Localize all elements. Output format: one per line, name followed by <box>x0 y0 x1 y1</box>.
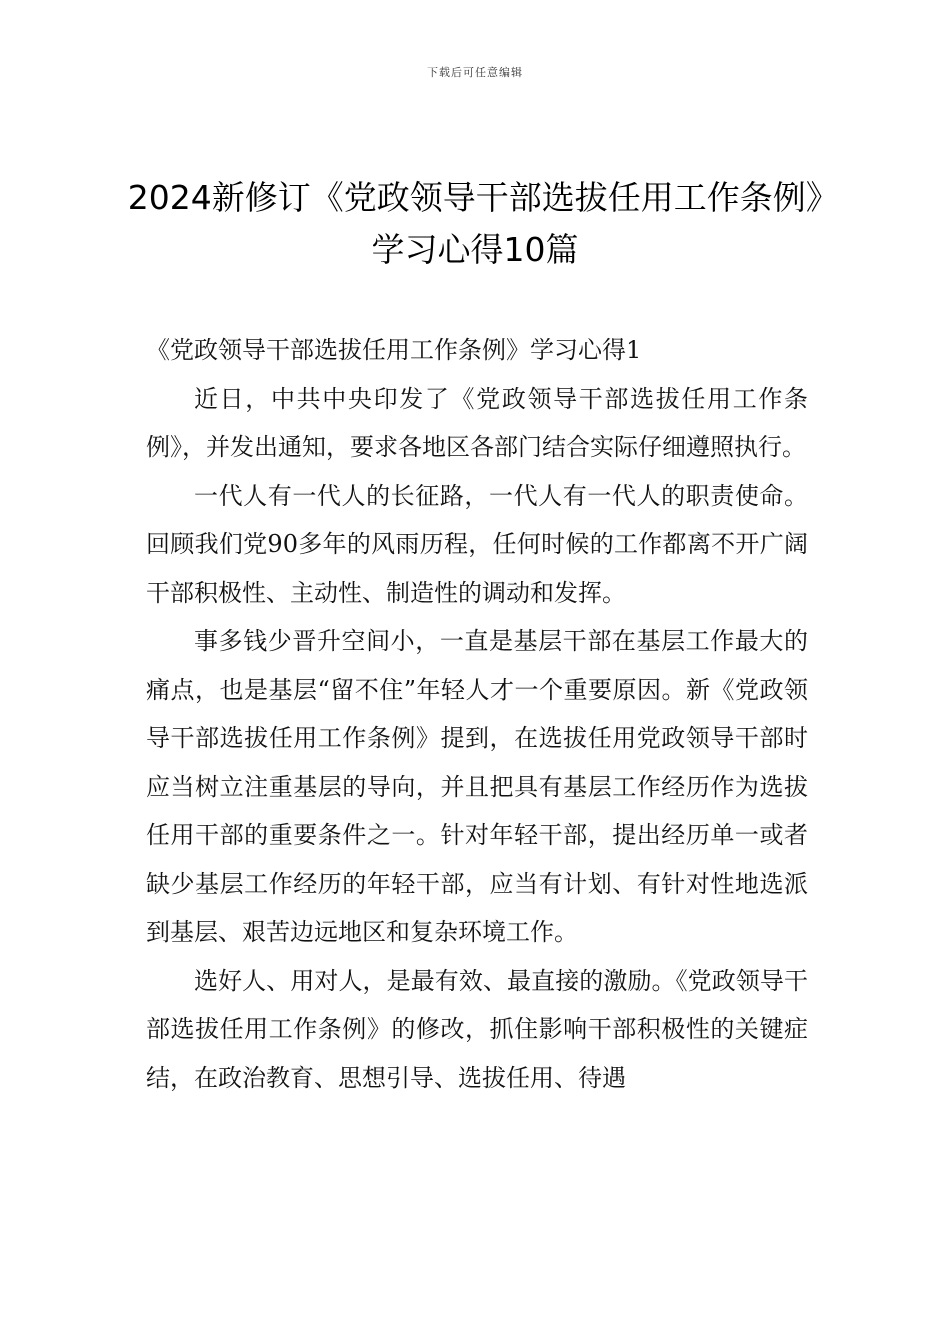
document-body <box>146 326 808 1102</box>
section-heading: 《党政领导干部选拔任用工作条例》学习心得1 <box>146 336 642 364</box>
paragraph-1: 近日，中共中央印发了《党政领导干部选拔任用工作条例》，并发出通知，要求各地区各部门结合实际仔细遵照执行。 <box>146 384 808 461</box>
paragraph-2: 一代人有一代人的长征路，一代人有一代人的职责使命。回顾我们党90多年的风雨历程，任何时候的工作都离不开广阔干部积极性、主动性、制造性的调动和发挥。 <box>146 481 808 607</box>
document-title: 2024新修订《党政领导干部选拔任用工作条例》学习心得10篇 <box>127 178 823 269</box>
paragraph-4: 选好人、用对人，是最有效、最直接的激励。《党政领导干部选拔任用工作条例》的修改，抓住影响干部积极性的关键症结，在政治教育、思想引导、选拔任用、待遇 <box>146 966 808 1092</box>
header-note: 下载后可任意编辑 <box>427 66 523 79</box>
paragraph-3: 事多钱少晋升空间小，一直是基层干部在基层工作最大的痛点，也是基层“留不住”年轻人才一个重要原因。新《党政领导干部选拔任用工作条例》提到，在选拔任用党政领导干部时应当树立注重基层的导向，并且把具有基层工作经历作为选拔任用干部的重要条件之一。针对年轻干部，提出经历单一或者缺少基层工作经历的年轻干部，应当有计划、有针对性地选派到基层、艰苦边远地区和复杂环境工作。 <box>146 627 808 946</box>
